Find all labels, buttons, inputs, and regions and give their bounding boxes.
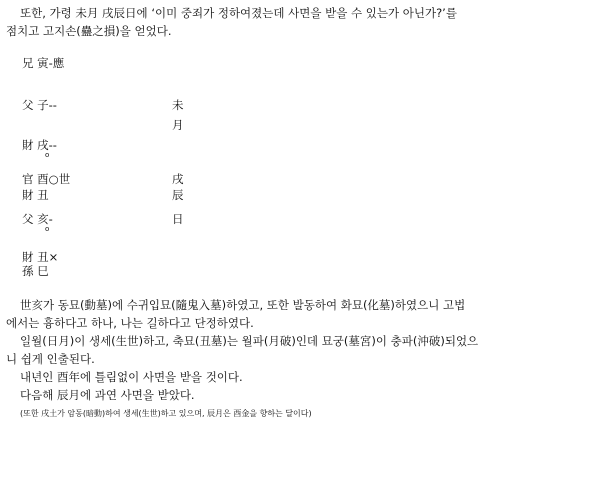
intro-line-1: 또한, 가령 未月 戌辰日에 ‘이미 중죄가 정하여졌는데 사면을 받을 수 있는가 아닌가?’를 bbox=[20, 6, 457, 20]
intro-line-2: 점치고 고지손(蠱之損)을 얻었다. bbox=[6, 24, 172, 38]
hexagram-month-char-1: 未 bbox=[172, 98, 184, 112]
hexagram-line-4: 官 酉○世 bbox=[22, 172, 71, 186]
hexagram-line-7: 財 丑× bbox=[22, 250, 59, 264]
body-paragraph-1a: 世亥가 동묘(動墓)에 수귀입묘(隨鬼入墓)하였고, 또한 발동하여 화묘(化墓)하였으니 고법 bbox=[20, 298, 466, 312]
body-note: (또한 戌土가 암동(暗動)하여 생세(生世)하고 있으며, 辰月은 酉金을 향하는 달이다) bbox=[20, 409, 312, 418]
hexagram-day-char-2: 辰 bbox=[172, 188, 184, 202]
body-paragraph-1b: 에서는 흉하다고 하나, 나는 길하다고 단정하였다. bbox=[6, 316, 254, 330]
hexagram-mark-1: o bbox=[45, 151, 50, 159]
hexagram-mark-2: o bbox=[45, 225, 50, 233]
hexagram-day-char-3: 日 bbox=[172, 212, 184, 226]
body-paragraph-2a: 일월(日月)이 생세(生世)하고, 축묘(丑墓)는 월파(月破)인데 묘궁(墓宮)이 충파(沖破)되었으 bbox=[20, 334, 479, 348]
hexagram-line-1: 兄 寅-應 bbox=[22, 56, 65, 70]
body-paragraph-4: 다음해 辰月에 과연 사면을 받았다. bbox=[20, 388, 195, 402]
body-paragraph-2b: 니 쉽게 인출된다. bbox=[6, 352, 95, 366]
hexagram-line-6: 父 亥- bbox=[22, 212, 53, 226]
hexagram-month-char-2: 月 bbox=[172, 118, 184, 132]
body-paragraph-3: 내년인 酉年에 틀림없이 사면을 받을 것이다. bbox=[20, 370, 243, 384]
hexagram-line-8: 孫 巳 bbox=[22, 264, 49, 278]
hexagram-line-5: 財 丑 bbox=[22, 188, 49, 202]
hexagram-line-3: 財 戌-- bbox=[22, 138, 57, 152]
hexagram-line-2: 父 子-- bbox=[22, 98, 57, 112]
hexagram-day-char-1: 戌 bbox=[172, 172, 184, 186]
